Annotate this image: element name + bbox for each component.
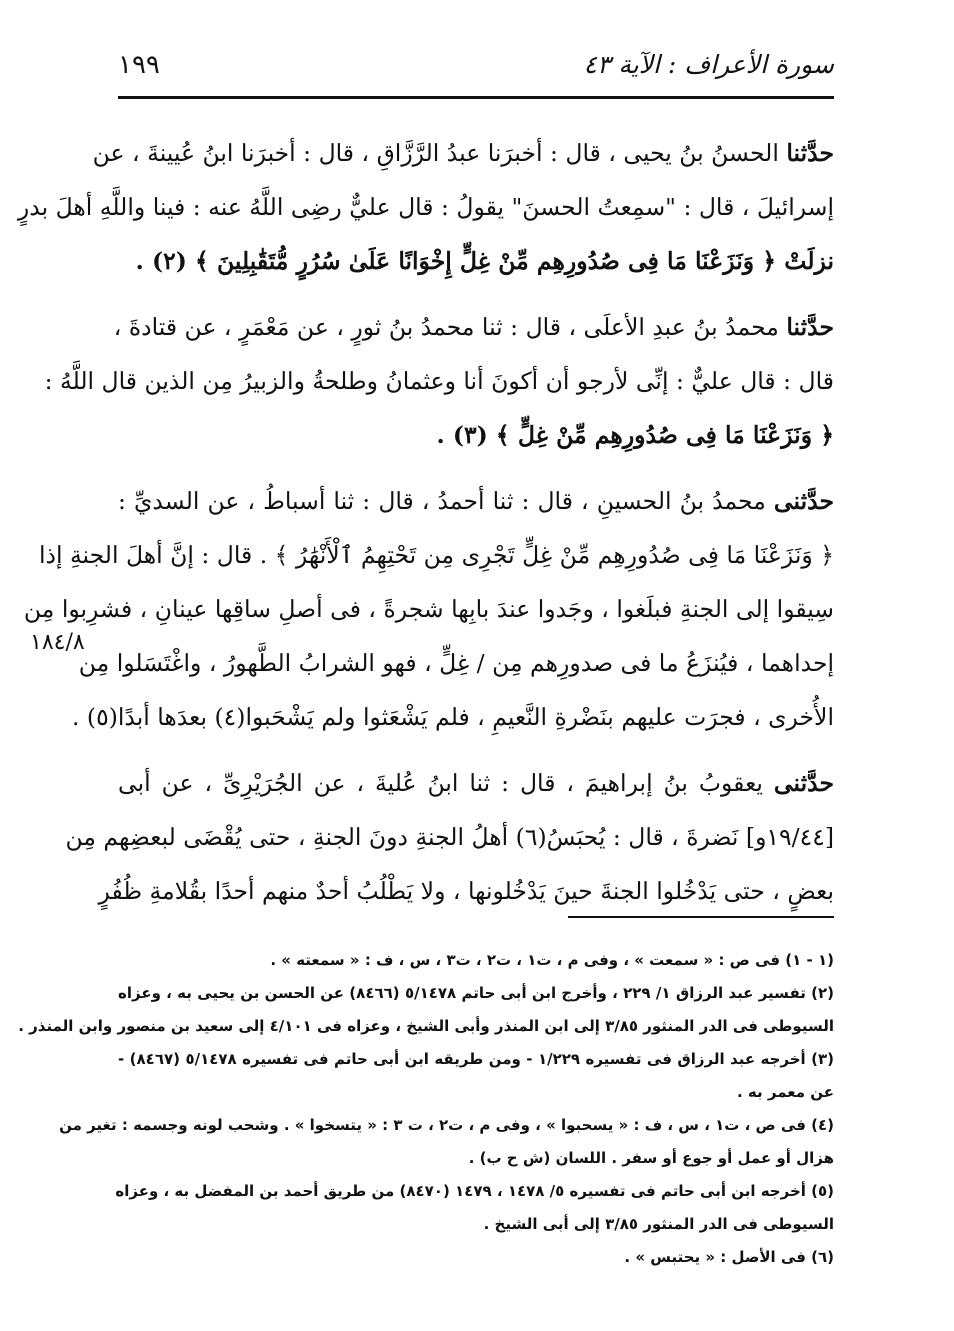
- header-divider: [118, 96, 834, 99]
- text-line: [118, 474, 834, 528]
- footnote-divider: [568, 916, 834, 918]
- footnotes: [18, 944, 835, 1274]
- line-text: قال : قال عليٌّ : إنِّى لأرجو أن أكونَ أنا وعثمانُ وطلحةُ والزبيرُ مِن الذين قال اللَّهُ :: [44, 367, 834, 395]
- narration-lead: حدَّثنى: [773, 769, 834, 797]
- line-text: إسرائيلَ ، قال : "سمِعتُ الحسنَ" يقولُ : قال عليٌّ رضِى اللَّهُ عنه : فينا واللَّهِ أهلَ بدرٍ: [17, 193, 834, 221]
- line-text: [١٩/٤٤و] نَضرةَ ، قال : يُحبَسُ(٦) أهلُ الجنةِ دونَ الجنةِ ، حتى يُقْضَى لبعضِهم مِن: [65, 823, 834, 851]
- footnote-line: السيوطى فى الدر المنثور ٣/٨٥ إلى ابن المنذر وأبى الشيخ ، وعزاه فى ٤/١٠١ إلى سعيد بن منصور وابن المنذر .: [18, 1017, 834, 1035]
- line-text: الحسنُ بنُ يحيى ، قال : أخبرَنا عبدُ الرَّزَّاقِ ، قال : أخبرَنا ابنُ عُيينةَ ، عن: [92, 139, 779, 167]
- text-line: [98, 864, 834, 918]
- line-text: سِيقوا إلى الجنةِ فبلَغوا ، وجَدوا عندَ بابِها شجرةً ، فى أصلِ ساقِها عينانِ ، فشرِبوا مِن: [23, 595, 834, 623]
- narration-lead: حدَّثنا: [786, 139, 834, 167]
- text-line: [38, 528, 834, 582]
- text-line: [118, 234, 834, 288]
- margin-volume-page-ref: ١٨٤/٨: [30, 630, 85, 655]
- footnote-line: (٢) تفسير عبد الرزاق ١/ ٢٢٩ ، وأخرج ابن أبى حاتم ٥/١٤٧٨ (٨٤٦٦) عن الحسن بن يحيى به ، وعزاه: [118, 984, 835, 1002]
- text-line: [78, 636, 834, 690]
- line-text: بعضٍ ، حتى يَدْخُلوا الجنةَ حينَ يَدْخُلونها ، ولا يَطْلُبُ أحدٌ منهم أحدًا بقُلامةِ ظُفُرٍ: [98, 877, 834, 905]
- footnote-line: (٥) أخرجه ابن أبى حاتم فى تفسيره ٥/ ١٤٧٨ ، ١٤٧٩ (٨٤٧٠) من طريق أحمد بن المفضل به ، وعزاه: [115, 1182, 834, 1200]
- line-text: ﴿ وَنَزَعْنَا مَا فِى صُدُورِهِم مِّنْ غِلٍّ تَجْرِى مِن تَحْتِهِمُ ٱلْأَنْهَٰرُ ﴾ . قال : إنَّ أهلَ الجنةِ إذا: [38, 541, 834, 569]
- line-text: ﴿ وَنَزَعْنَا مَا فِى صُدُورِهِم مِّنْ غِلٍّ ﴾ (٣) .: [436, 421, 834, 449]
- narration-lead: حدَّثنى: [773, 487, 834, 515]
- line-text: إحداهما ، فيُنزَعُ ما فى صدورِهم مِن / غِلٍّ ، فهو الشرابُ الطَّهورُ ، واغْتَسَلوا مِن: [78, 649, 834, 677]
- line-text: الأُخرى ، فجرَت عليهم بنَضْرةِ النَّعيمِ ، فلم يَشْعَثوا ولم يَشْحَبوا(٤) بعدَها أبدًا(٥) .: [71, 703, 834, 731]
- text-line: [118, 408, 834, 462]
- text-line: [44, 354, 834, 408]
- footnote-line: عن معمر به .: [737, 1083, 834, 1101]
- footnote-line: السيوطى فى الدر المنثور ٣/٨٥ إلى أبى الشيخ .: [483, 1215, 834, 1233]
- text-line: [65, 810, 834, 864]
- footnote-line: هزال أو عمل أو جوع أو سفر . اللسان (ش ح ب) .: [468, 1149, 834, 1167]
- running-header: [118, 44, 834, 94]
- text-line: [23, 582, 834, 636]
- line-text: محمدُ بنُ عبدِ الأعلَى ، قال : ثنا محمدُ بنُ ثورٍ ، عن مَعْمَرٍ ، عن قتادةَ ،: [113, 313, 779, 341]
- surah-title: سورة الأعراف : الآية ٤٣: [583, 50, 834, 79]
- narration-lead: حدَّثنا: [786, 313, 834, 341]
- text-line: [92, 126, 834, 180]
- text-line: [113, 300, 834, 354]
- text-line: [71, 690, 834, 744]
- text-line: [118, 756, 834, 810]
- footnote-line: (٣) أخرجه عبد الرزاق فى تفسيره ١/٢٢٩ - ومن طريقه ابن أبى حاتم فى تفسيره ٥/١٤٧٨ (٨٤٦٧) -: [118, 1050, 834, 1068]
- footnote-line: (٤) فى ص ، ت١ ، س ، ف : « يسحبوا » ، وفى م ، ت٢ ، ت ٣ : « يتسخوا » . وشحب لونه وجسمه : تغير من: [59, 1116, 834, 1134]
- text-line: [17, 180, 834, 234]
- footnote-line: (٦) فى الأصل : « يحتبس » .: [624, 1248, 834, 1266]
- page-number: ١٩٩: [118, 50, 160, 80]
- footnote-line: (١ - ١) فى ص : « سمعت » ، وفى م ، ت١ ، ت٢ ، ت٣ ، س ، ف : « سمعته » .: [270, 951, 834, 969]
- line-text: يعقوبُ بنُ إبراهيمَ ، قال : ثنا ابنُ عُليةَ ، عن الجُرَيْرِىِّ ، عن أبى: [118, 769, 763, 797]
- line-text: نزلَتْ ﴿ وَنَزَعْنَا مَا فِى صُدُورِهِم مِّنْ غِلٍّ إِخْوَانًا عَلَىٰ سُرُرٍ مُّتَقَٰبِلِينَ ﴾ (٢) .: [135, 247, 834, 275]
- line-text: محمدُ بنُ الحسينِ ، قال : ثنا أحمدُ ، قال : ثنا أسباطُ ، عن السديِّ :: [118, 487, 766, 515]
